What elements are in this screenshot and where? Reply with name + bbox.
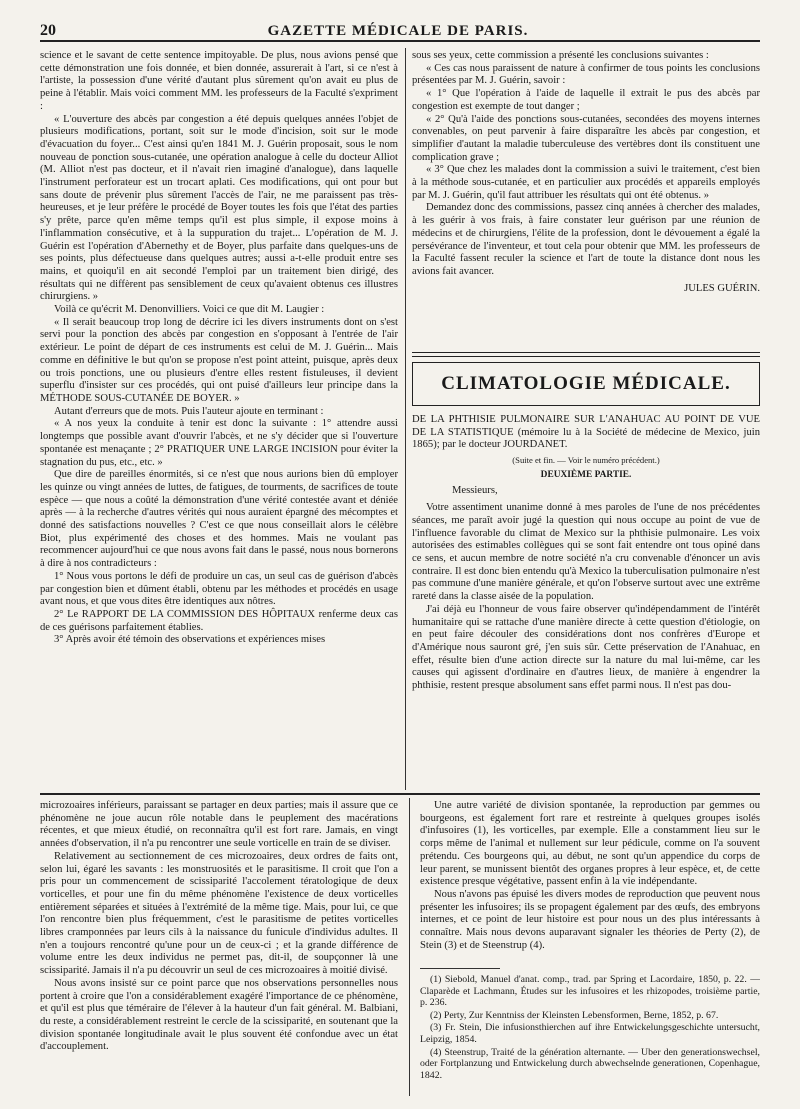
column-right-lower	[420, 800, 760, 968]
quote-laugier: « Il serait beaucoup trop long de décrire ici les divers instruments dont on s'est servi pour la ponction des abcès par congestion en s'opposant à l'entrée de l'air extérieur. Le point de départ de ces instruments est celui de M. J. Guérin... Mais comme en définitive le but qu'on se propose n'est point atteint, puisque, après deux ou trois ponctions, une ou plusieurs d'entre elles restent fistuleuses, il devient superflu d'insister sur ces procédés, qui ont puisé d'ailleurs leur principe dans la MÉTHODE SOUS-CUTANÉE DE BOYER. »	[40, 316, 398, 404]
quote-conduct: « A nos yeux la conduite à tenir est donc la suivante : 1° attendre aussi longtemps que possible avant d'ouvrir l'abcès, et ne s'y décider que si l'ouverture spontanée est menaçante ; 2° PRATIQUER UNE LARGE INCISION pour éviter la stagnation du pus, etc., etc. »	[40, 418, 398, 468]
quote-commission: « Ces cas nous paraissent de nature à confirmer de tous points les conclusions présentées par M. J. Guérin, savoir :	[412, 62, 760, 87]
part-heading: DEUXIÈME PARTIE.	[540, 469, 632, 480]
horizontal-rule	[40, 793, 760, 795]
column-left-upper	[40, 50, 398, 788]
paragraph: Votre assentiment unanime donné à mes paroles de l'une de nos précédentes séances, me paraît avoir jugé la question qui nous occupe au point de vue de l'influence favorable du climat de Mexico sur la phthisie pulmonaire. Les voix autorisées des estimables collègues qui se sont fait entendre ont tous opiné dans ce sens, et aucun membre de notre société n'a cru convenable d'énoncer un avis contraire. Il est donc bien entendu qu'à Mexico la tuberculisation pulmonaire n'est pas commune d'une manière générale, et qu'on l'observe surtout avec une extrême rareté dans la classe aisée de la population.	[412, 502, 760, 603]
article-title-main: DE LA PHTHISIE PULMONAIRE SUR L'ANAHUAC AU POINT DE VUE DE LA STATISTIQUE	[412, 414, 760, 438]
article-title	[412, 414, 760, 452]
paragraph: Nous n'avons pas épuisé les divers modes de reproduction que peuvent nous présenter les infusoires; ils se propagent également par des œufs, des embryons internes, et ce point de leur histoire est pour nous un des plus intéressants à connaître. Mais nous devons auparavant signaler les théories de Perty (2), de Stein (3) et de Steenstrup (4).	[420, 888, 760, 951]
paragraph: sous ses yeux, cette commission a présenté les conclusions suivantes :	[412, 50, 709, 61]
column-right-upper	[412, 50, 760, 350]
paragraph: Nous avons insisté sur ce point parce que nos observations personnelles nous portent à croire que l'on a considérablement exagéré l'importance de ce phénomène, et qu'il est plus que téméraire de l'élever à la hauteur d'un fait général. M. Balbiani, du reste, a considérablement restreint le cercle de la scissiparité, en soutenant que la division spontanée longitudinale avait le plus souvent été confondue avec un état d'accouplement.	[40, 977, 398, 1053]
newspaper-title: GAZETTE MÉDICALE DE PARIS.	[267, 23, 529, 39]
paragraph: Demandez donc des commissions, passez cinq années à chercher des malades, à les guérir à vos frais, à faire constater leur guérison par une réunion de médecins et de chirurgiens, l'élite de la profession, dont le dévouement a égalé la persévérance de l'inventeur, et tout cela pour obtenir que MM. les professeurs de la Faculté fassent reculer la science et l'art de toute la distance dont nous les avions fait avancer.	[412, 202, 760, 277]
page-number: 20	[40, 22, 56, 39]
list-item: 1° Nous vous portons le défi de produire un cas, un seul cas de guérison d'abcès par congestion bien et dûment établi, obtenu par les méthodes et procédés en usage avant nous, et que vous dites être identiques aux nôtres.	[40, 570, 398, 608]
column-climatologie	[412, 414, 760, 788]
author-signature: JULES GUÉRIN.	[684, 282, 760, 294]
paragraph: Une autre variété de division spontanée, la reproduction par gemmes ou bourgeons, est également fort rare et restreinte à quelques groupes isolés d'infusoires (1), les vorticelles, par exemple. Elle a constamment lieu sur le corps même de l'animal et nullement sur leur pédicule, comme on l'a souvent prétendu. Ces bourgeons qui, au début, ne sont qu'un appendice du corps de leur parent, se munissent bientôt des organes propres à leur espèce, et, de cette existence presque végétative, passent enfin à la vie indépendante.	[420, 800, 760, 888]
paragraph: microzoaires inférieurs, paraissant se partager en deux parties; mais il assure que ce phénomène ne joue aucun rôle notable dans le peuplement des macérations récentes, et que mieux étudié, on reconnaîtra qu'il est fort rare. Jamais, en vingt années d'observation, il n'a pu rencontrer une seule vorticelle en train de se diviser.	[40, 800, 398, 850]
column-divider	[409, 798, 410, 1096]
footnote: (2) Perty, Zur Kenntniss der Kleinsten Lebensformen, Berne, 1852, p. 67.	[430, 1009, 719, 1021]
list-item: 2° Le RAPPORT DE LA COMMISSION DES HÔPITAUX renferme deux cas de ces guérisons parfaitement établies.	[40, 608, 398, 633]
paragraph: Voilà ce qu'écrit M. Denonvilliers. Voici ce que dit M. Laugier :	[54, 304, 325, 316]
list-item: 3° Après avoir été témoin des observations et expériences mises	[54, 634, 326, 646]
paragraph: Autant d'erreurs que de mots. Puis l'auteur ajoute en terminant :	[54, 405, 324, 417]
paragraph: Que dire de pareilles énormités, si ce n'est que nous aurions bien dû employer les quinze ou vingt années de luttes, de fatigues, de tourments, de sacrifices de toute espèce — que nous a coûté la démonstration d'une vérité contestée avant et déniée après — à la recherche d'autres vérités qui nous auraient épargné des mécomptes et donné des satisfactions nouvelles ? C'est ce que nous conseillait alors le célèbre Biot, plus expérimenté des choses et des hommes. Mais ne voulant pas recommencer aujourd'hui ce que nous avons fait dans le passé, nous nous bornerons à dire à nos contradicteurs :	[40, 469, 398, 570]
footnote: (1) Siebold, Manuel d'anat. comp., trad. par Spring et Lacordaire, 1850, p. 22. — Claparède et Lachmann, Études sur les infusoires et les rhizopodes, troisième partie, p. 236.	[420, 974, 760, 1009]
page-header	[40, 14, 760, 42]
paragraph: Relativement au sectionnement de ces microzoaires, deux ordres de faits ont, selon lui, égaré les savants : les monstruosités et le parasitisme. Il croit que l'on a pris pour un commencement de scissiparité l'accolement tératologique de deux vorticelles, et pour une fin du même phénomène l'existence de deux vorticelles entièrement séparées et situées à l'extrémité de la même tige. Mais, pour lui, ce que l'on rencontre bien plus fréquemment, c'est le parasitisme de petites vorticelles libres cramponnées par leurs cils à la naissance du funicule d'individus adultes. Il n'en a toujours rencontré qu'une pour un de ceux-ci ; et la grande différence de volume entre les deux individus ne permet pas, dit-il, de soupçonner là une scissiparité. Jamais il n'a pu découvrir un seul de ces microzoaires à moitié divisé.	[40, 850, 398, 977]
footnote: (3) Fr. Stein, Die infusionsthierchen auf ihre Entwickelungsgeschichte untersucht, Leipzig, 1854.	[420, 1022, 760, 1045]
list-item: « 3° Que chez les malades dont la commission a suivi le traitement, c'est bien à la méthode sous-cutanée, et en particulier aux procédés et appareils employés par M. J. Guérin, qu'il faut attribuer les résultats qui ont été obtenus. »	[412, 164, 760, 201]
footnote-rule	[420, 968, 500, 969]
paragraph: science et le savant de cette sentence impitoyable. De plus, nous avions pensé que cette démonstration une fois donnée, et bien donnée, assurerait à l'art, si ce n'est à l'artiste, la possession d'une vérité d'autant plus sûrement qu'on avait eu plus de peine à l'établir. Mais voici comment MM. les professeurs de la Faculté s'expriment :	[40, 50, 398, 112]
list-item: « 1° Que l'opération à l'aide de laquelle il extrait le pus des abcès par congestion est exempte de tout danger ;	[412, 88, 760, 112]
footnote: (4) Steenstrup, Traité de la génération alternante. — Uber den generationswechsel, oder Fortplanzung und Entwickelung durch abwechselnde generationen, Copenhague, 1842.	[420, 1046, 760, 1081]
article-title-sub: (mémoire lu à la Société de médecine de Mexico, juin 1865); par le docteur JOURDANET.	[412, 426, 760, 451]
list-item: « 2° Qu'à l'aide des ponctions sous-cutanées, secondées des moyens internes convenables, on peut parvenir à faire disparaître les abcès par congestion, et simplifier d'autant la maladie tuberculeuse des vertèbres dont ils constituent une complication grave ;	[412, 113, 760, 163]
paragraph: J'ai déjà eu l'honneur de vous faire observer qu'indépendamment de l'intérêt humanitaire qui se rattache d'une manière directe à cette question d'étiologie, on en peut faire découler des considérations dont nos confrères d'Europe et d'Amérique nous sauront gré, j'en suis sûr. Cette préservation de l'Anahuac, en effet, résulte bien d'une action directe sur la nature du mal lui-même, car les causes qui agissent d'ordinaire en d'autres lieux, de manière à engendrer la phthisie, restent presque absolument sans effet parmi nous. Il n'est pas dou-	[412, 603, 760, 692]
column-left-lower	[40, 800, 398, 1095]
salutation: Messieurs,	[452, 484, 498, 496]
footnotes	[420, 974, 760, 1094]
double-rule-divider	[412, 352, 760, 357]
quote-denonvilliers: « L'ouverture des abcès par congestion a été depuis quelques années l'objet de plusieurs modifications, portant, soit sur le mode d'incision, soit sur le mode d'évacuation du foyer... C'est ainsi qu'en 1841 M. J. Guérin proposait, sous le nom nouveau de ponction sous-cutanée, une opération analogue à celle du docteur Alliot (M. Alliot n'est pas docteur, et il n'avait rien imaginé d'analogue), dans laquelle l'instrument perforateur est un trocart aplati. Ces modifications, qui ont pour but sans doute de prévenir plus sûrement l'accès de l'air, ne me paraissent pas très-heureuses, et je leur préfère le procédé de Boyer toutes les fois que l'état des parties s'y prête, parce qu'en même temps qu'il est plus simple, il expose moins à l'inflammation consécutive, et à la suppuration du trajet... L'opération de M. J. Guérin est l'opération d'Abernethy et de Boyer, plus parfaite dans quelques-uns de ses points, plus défectueuse dans quelques autres; aussi a-t-elle produit entre ses mains, et quoiqu'il en ait secondé l'emploi par un traitement bien dirigé, des résultats qui ne diffèrent pas sensiblement de ceux qu'avaient obtenus ces illustres chirurgiens. »	[40, 113, 398, 303]
section-heading: CLIMATOLOGIE MÉDICALE.	[412, 362, 760, 406]
continued-note: (Suite et fin. — Voir le numéro précédent.)	[512, 455, 660, 466]
column-divider	[405, 48, 406, 790]
